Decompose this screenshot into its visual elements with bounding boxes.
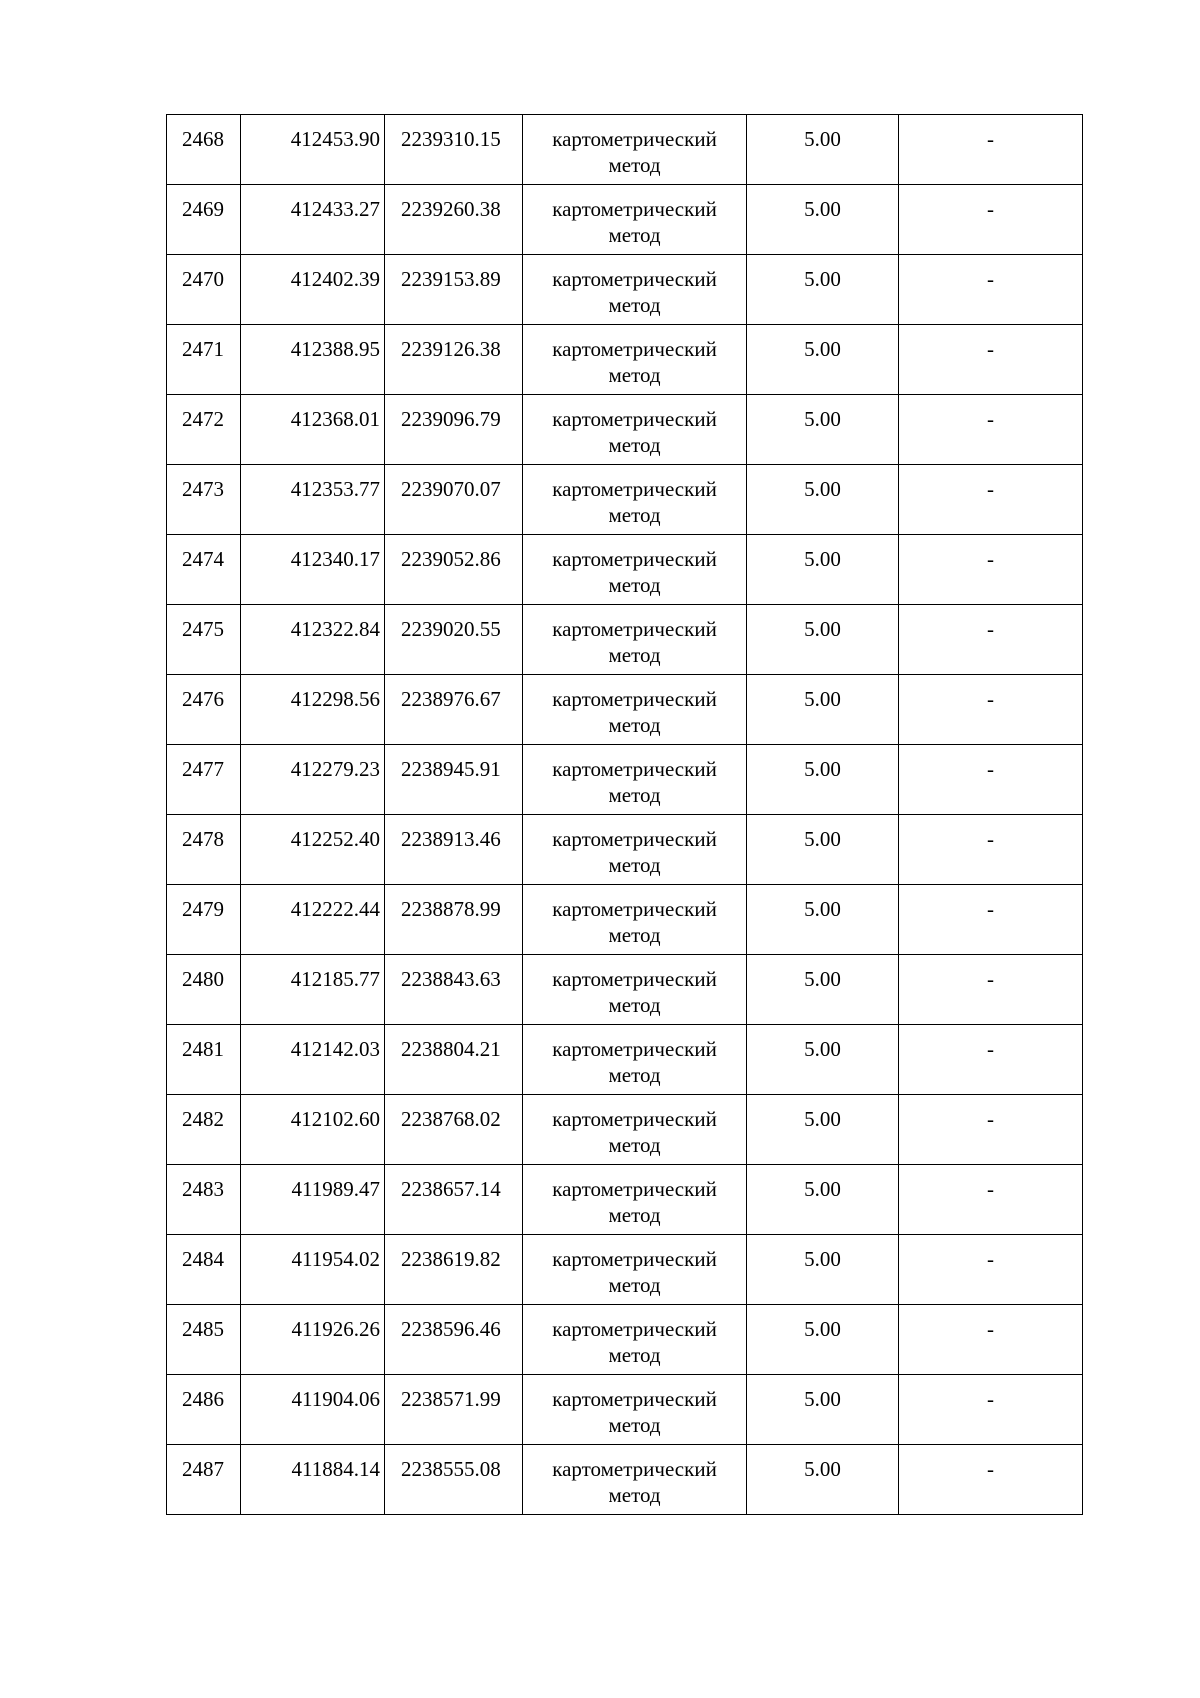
method-line-1: картометрический <box>552 407 717 431</box>
table-row <box>167 885 1083 955</box>
table-row <box>167 1165 1083 1235</box>
method-line-2: метод <box>608 153 661 177</box>
method-line-2: метод <box>608 573 661 597</box>
method-line-2: метод <box>608 643 661 667</box>
accuracy-cell: 5.00 <box>747 1025 899 1095</box>
method-cell <box>523 745 747 815</box>
method-line-2: метод <box>608 993 661 1017</box>
description-cell: - <box>899 1025 1083 1095</box>
description-cell: - <box>899 535 1083 605</box>
x-coordinate-cell: 412388.95 <box>241 325 385 395</box>
x-coordinate-cell: 412433.27 <box>241 185 385 255</box>
y-coordinate-cell: 2238619.82 <box>385 1235 523 1305</box>
description-cell: - <box>899 185 1083 255</box>
method-line-1: картометрический <box>552 1457 717 1481</box>
table-row <box>167 185 1083 255</box>
description-cell: - <box>899 1375 1083 1445</box>
y-coordinate-cell: 2239020.55 <box>385 605 523 675</box>
method-cell <box>523 1305 747 1375</box>
table-row <box>167 675 1083 745</box>
x-coordinate-cell: 412222.44 <box>241 885 385 955</box>
x-coordinate-cell: 411926.26 <box>241 1305 385 1375</box>
table-row <box>167 1025 1083 1095</box>
description-cell: - <box>899 115 1083 185</box>
y-coordinate-cell: 2239153.89 <box>385 255 523 325</box>
x-coordinate-cell: 412453.90 <box>241 115 385 185</box>
y-coordinate-cell: 2238657.14 <box>385 1165 523 1235</box>
point-number-cell: 2485 <box>167 1305 241 1375</box>
description-cell: - <box>899 395 1083 465</box>
x-coordinate-cell: 412185.77 <box>241 955 385 1025</box>
method-cell <box>523 325 747 395</box>
table-row <box>167 395 1083 465</box>
accuracy-cell: 5.00 <box>747 255 899 325</box>
description-cell: - <box>899 255 1083 325</box>
table-row <box>167 1235 1083 1305</box>
method-cell <box>523 675 747 745</box>
x-coordinate-cell: 412279.23 <box>241 745 385 815</box>
description-cell: - <box>899 605 1083 675</box>
x-coordinate-cell: 412402.39 <box>241 255 385 325</box>
accuracy-cell: 5.00 <box>747 815 899 885</box>
accuracy-cell: 5.00 <box>747 535 899 605</box>
table-row <box>167 535 1083 605</box>
method-line-1: картометрический <box>552 897 717 921</box>
x-coordinate-cell: 412298.56 <box>241 675 385 745</box>
method-line-1: картометрический <box>552 827 717 851</box>
table-row <box>167 1095 1083 1165</box>
method-cell <box>523 535 747 605</box>
method-cell <box>523 955 747 1025</box>
accuracy-cell: 5.00 <box>747 675 899 745</box>
accuracy-cell: 5.00 <box>747 1095 899 1165</box>
y-coordinate-cell: 2238571.99 <box>385 1375 523 1445</box>
accuracy-cell: 5.00 <box>747 185 899 255</box>
point-number-cell: 2484 <box>167 1235 241 1305</box>
method-cell <box>523 1445 747 1515</box>
method-line-2: метод <box>608 1063 661 1087</box>
method-line-2: метод <box>608 713 661 737</box>
method-line-2: метод <box>608 433 661 457</box>
method-cell <box>523 185 747 255</box>
x-coordinate-cell: 412340.17 <box>241 535 385 605</box>
accuracy-cell: 5.00 <box>747 1375 899 1445</box>
method-cell <box>523 1025 747 1095</box>
point-number-cell: 2471 <box>167 325 241 395</box>
accuracy-cell: 5.00 <box>747 1305 899 1375</box>
description-cell: - <box>899 465 1083 535</box>
description-cell: - <box>899 1095 1083 1165</box>
x-coordinate-cell: 411954.02 <box>241 1235 385 1305</box>
method-line-2: метод <box>608 1203 661 1227</box>
description-cell: - <box>899 885 1083 955</box>
method-cell <box>523 395 747 465</box>
method-line-2: метод <box>608 1133 661 1157</box>
method-line-1: картометрический <box>552 267 717 291</box>
accuracy-cell: 5.00 <box>747 1445 899 1515</box>
accuracy-cell: 5.00 <box>747 325 899 395</box>
x-coordinate-cell: 411989.47 <box>241 1165 385 1235</box>
description-cell: - <box>899 1165 1083 1235</box>
method-cell <box>523 1235 747 1305</box>
method-line-1: картометрический <box>552 197 717 221</box>
description-cell: - <box>899 1235 1083 1305</box>
method-cell <box>523 1165 747 1235</box>
y-coordinate-cell: 2239070.07 <box>385 465 523 535</box>
point-number-cell: 2483 <box>167 1165 241 1235</box>
x-coordinate-cell: 412252.40 <box>241 815 385 885</box>
table-body <box>167 115 1083 1515</box>
description-cell: - <box>899 745 1083 815</box>
point-number-cell: 2478 <box>167 815 241 885</box>
point-number-cell: 2474 <box>167 535 241 605</box>
method-line-1: картометрический <box>552 337 717 361</box>
method-cell <box>523 1095 747 1165</box>
point-number-cell: 2472 <box>167 395 241 465</box>
accuracy-cell: 5.00 <box>747 115 899 185</box>
description-cell: - <box>899 675 1083 745</box>
accuracy-cell: 5.00 <box>747 885 899 955</box>
point-number-cell: 2480 <box>167 955 241 1025</box>
method-cell <box>523 1375 747 1445</box>
method-line-2: метод <box>608 363 661 387</box>
x-coordinate-cell: 412368.01 <box>241 395 385 465</box>
method-cell <box>523 255 747 325</box>
table-row <box>167 1375 1083 1445</box>
point-number-cell: 2473 <box>167 465 241 535</box>
point-number-cell: 2487 <box>167 1445 241 1515</box>
method-line-2: метод <box>608 293 661 317</box>
y-coordinate-cell: 2238945.91 <box>385 745 523 815</box>
description-cell: - <box>899 1445 1083 1515</box>
accuracy-cell: 5.00 <box>747 465 899 535</box>
method-cell <box>523 815 747 885</box>
table-row <box>167 255 1083 325</box>
method-line-2: метод <box>608 1483 661 1507</box>
table-row <box>167 745 1083 815</box>
method-cell <box>523 115 747 185</box>
point-number-cell: 2476 <box>167 675 241 745</box>
method-line-1: картометрический <box>552 757 717 781</box>
x-coordinate-cell: 412322.84 <box>241 605 385 675</box>
x-coordinate-cell: 412102.60 <box>241 1095 385 1165</box>
method-line-2: метод <box>608 503 661 527</box>
description-cell: - <box>899 1305 1083 1375</box>
table-row <box>167 815 1083 885</box>
y-coordinate-cell: 2238913.46 <box>385 815 523 885</box>
method-line-1: картометрический <box>552 1387 717 1411</box>
method-line-2: метод <box>608 1413 661 1437</box>
method-line-1: картометрический <box>552 1247 717 1271</box>
y-coordinate-cell: 2239310.15 <box>385 115 523 185</box>
accuracy-cell: 5.00 <box>747 1235 899 1305</box>
point-number-cell: 2486 <box>167 1375 241 1445</box>
table-row <box>167 1445 1083 1515</box>
point-number-cell: 2482 <box>167 1095 241 1165</box>
description-cell: - <box>899 955 1083 1025</box>
table-row <box>167 605 1083 675</box>
method-line-2: метод <box>608 1273 661 1297</box>
method-line-1: картометрический <box>552 127 717 151</box>
accuracy-cell: 5.00 <box>747 745 899 815</box>
method-line-1: картометрический <box>552 1037 717 1061</box>
x-coordinate-cell: 412142.03 <box>241 1025 385 1095</box>
method-line-1: картометрический <box>552 547 717 571</box>
description-cell: - <box>899 325 1083 395</box>
description-cell: - <box>899 815 1083 885</box>
y-coordinate-cell: 2239052.86 <box>385 535 523 605</box>
method-cell <box>523 465 747 535</box>
point-number-cell: 2481 <box>167 1025 241 1095</box>
y-coordinate-cell: 2238596.46 <box>385 1305 523 1375</box>
table-row <box>167 465 1083 535</box>
y-coordinate-cell: 2239096.79 <box>385 395 523 465</box>
y-coordinate-cell: 2239260.38 <box>385 185 523 255</box>
point-number-cell: 2468 <box>167 115 241 185</box>
y-coordinate-cell: 2238976.67 <box>385 675 523 745</box>
point-number-cell: 2479 <box>167 885 241 955</box>
y-coordinate-cell: 2238768.02 <box>385 1095 523 1165</box>
method-line-1: картометрический <box>552 1317 717 1341</box>
method-cell <box>523 885 747 955</box>
y-coordinate-cell: 2238843.63 <box>385 955 523 1025</box>
method-line-1: картометрический <box>552 617 717 641</box>
method-cell <box>523 605 747 675</box>
y-coordinate-cell: 2238804.21 <box>385 1025 523 1095</box>
point-number-cell: 2475 <box>167 605 241 675</box>
method-line-1: картометрический <box>552 477 717 501</box>
method-line-1: картометрический <box>552 1177 717 1201</box>
x-coordinate-cell: 411904.06 <box>241 1375 385 1445</box>
method-line-1: картометрический <box>552 687 717 711</box>
accuracy-cell: 5.00 <box>747 1165 899 1235</box>
method-line-2: метод <box>608 853 661 877</box>
table-row <box>167 115 1083 185</box>
x-coordinate-cell: 412353.77 <box>241 465 385 535</box>
accuracy-cell: 5.00 <box>747 955 899 1025</box>
method-line-1: картометрический <box>552 967 717 991</box>
y-coordinate-cell: 2238878.99 <box>385 885 523 955</box>
table-row <box>167 1305 1083 1375</box>
method-line-2: метод <box>608 783 661 807</box>
y-coordinate-cell: 2239126.38 <box>385 325 523 395</box>
x-coordinate-cell: 411884.14 <box>241 1445 385 1515</box>
point-number-cell: 2469 <box>167 185 241 255</box>
table-row <box>167 325 1083 395</box>
point-number-cell: 2470 <box>167 255 241 325</box>
table-row <box>167 955 1083 1025</box>
method-line-2: метод <box>608 223 661 247</box>
point-number-cell: 2477 <box>167 745 241 815</box>
method-line-2: метод <box>608 923 661 947</box>
y-coordinate-cell: 2238555.08 <box>385 1445 523 1515</box>
coordinates-table <box>166 114 1083 1515</box>
accuracy-cell: 5.00 <box>747 395 899 465</box>
method-line-1: картометрический <box>552 1107 717 1131</box>
method-line-2: метод <box>608 1343 661 1367</box>
accuracy-cell: 5.00 <box>747 605 899 675</box>
